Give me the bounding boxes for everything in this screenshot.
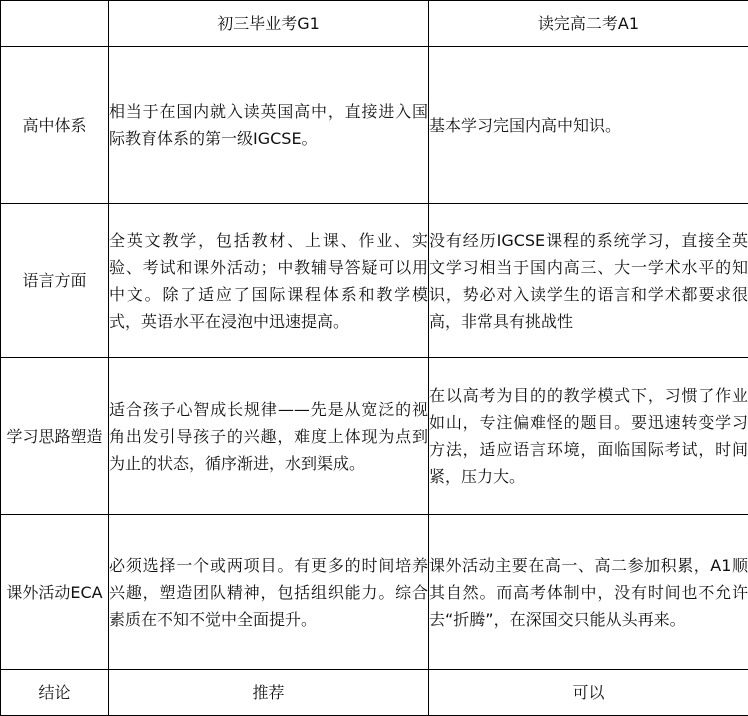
cell-eca-a1: 课外活动主要在高一、高二参加积累，A1顺其自然。而高考体制中，没有时间也不允许去“折腾”，在深国交只能从头再来。 — [429, 515, 748, 670]
conclusion-row — [1, 670, 748, 716]
table-row — [1, 358, 748, 515]
cell-language-g1: 全英文教学，包括教材、上课、作业、实验、考试和课外活动；中教辅导答疑可以用中文。除了适应了国际课程体系和教学模式，英语水平在浸泡中迅速提高。 — [109, 204, 429, 358]
header-g1: 初三毕业考G1 — [109, 1, 429, 47]
row-label-thinking: 学习思路塑造 — [1, 358, 109, 515]
conclusion-g1: 推荐 — [109, 670, 429, 716]
cell-eca-g1: 必须选择一个或两项目。有更多的时间培养兴趣，塑造团队精神，包括组织能力。综合素质在不知不觉中全面提升。 — [109, 515, 429, 670]
row-label-language: 语言方面 — [1, 204, 109, 358]
cell-thinking-g1: 适合孩子心智成长规律——先是从宽泛的视角出发引导孩子的兴趣，难度上体现为点到为止的状态，循序渐进，水到渠成。 — [109, 358, 429, 515]
row-label-system: 高中体系 — [1, 47, 109, 204]
row-label-eca: 课外活动ECA — [1, 515, 109, 670]
conclusion-a1: 可以 — [429, 670, 748, 716]
cell-system-a1: 基本学习完国内高中知识。 — [429, 47, 748, 204]
row-label-conclusion: 结论 — [1, 670, 109, 716]
table-row — [1, 204, 748, 358]
cell-language-a1: 没有经历IGCSE课程的系统学习，直接全英文学习相当于国内高三、大一学术水平的知识，势必对入读学生的语言和学术都要求很高，非常具有挑战性 — [429, 204, 748, 358]
header-a1: 读完高二考A1 — [429, 1, 748, 47]
header-row — [1, 1, 748, 47]
table-row — [1, 515, 748, 670]
table-row — [1, 47, 748, 204]
corner-cell — [1, 1, 109, 47]
cell-thinking-a1: 在以高考为目的的教学模式下，习惯了作业如山，专注偏难怪的题目。要迅速转变学习方法，适应语言环境，面临国际考试，时间紧，压力大。 — [429, 358, 748, 515]
cell-system-g1: 相当于在国内就入读英国高中，直接进入国际教育体系的第一级IGCSE。 — [109, 47, 429, 204]
